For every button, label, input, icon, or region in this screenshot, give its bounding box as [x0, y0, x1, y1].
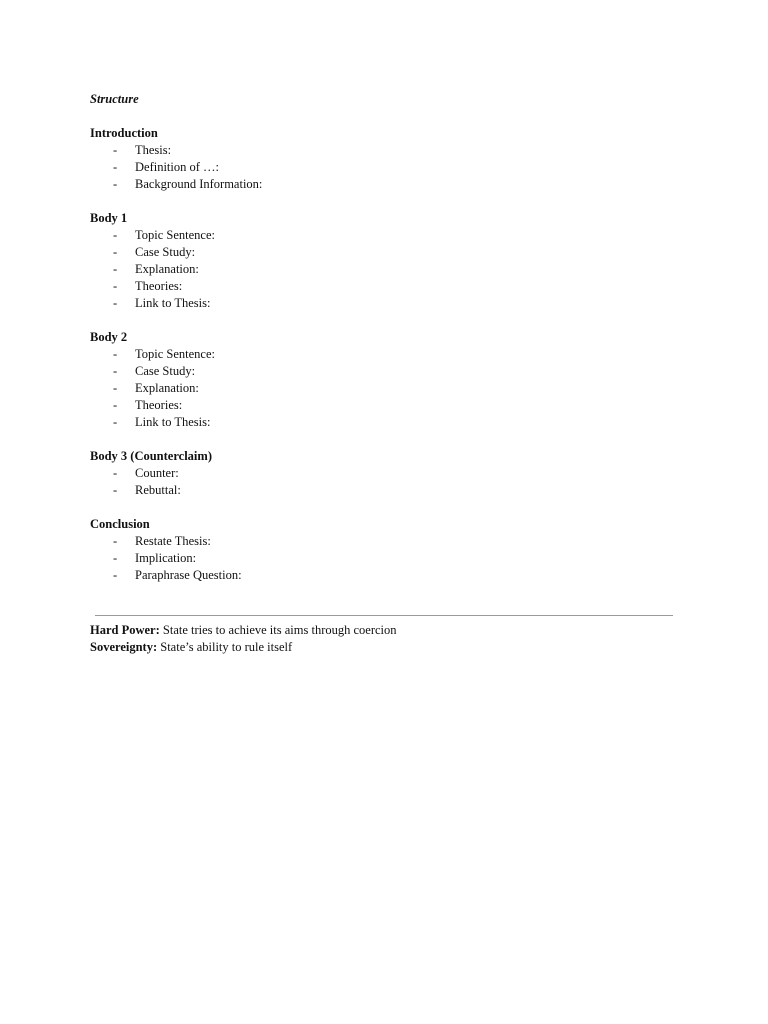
list-item [90, 567, 680, 584]
list-item-label: Restate Thesis: [135, 534, 211, 548]
section-introduction [90, 125, 680, 193]
bullet-dash: - [113, 296, 118, 310]
bullet-dash: - [113, 347, 118, 361]
list-item-label: Definition of …: [135, 160, 220, 174]
list-item [90, 244, 680, 261]
bullet-dash: - [113, 177, 118, 191]
bullet-dash: - [113, 381, 118, 395]
section-heading: Body 3 (Counterclaim) [90, 449, 212, 463]
bullet-dash: - [113, 466, 118, 480]
definition-line [90, 622, 680, 639]
section-body-2 [90, 329, 680, 431]
section-heading: Body 2 [90, 330, 128, 344]
list-item-label: Link to Thesis: [135, 415, 211, 429]
list-item [90, 295, 680, 312]
list-item-label: Link to Thesis: [135, 296, 211, 310]
list-item-label: Paraphrase Question: [135, 568, 242, 582]
bullet-dash: - [113, 398, 118, 412]
list-item [90, 397, 680, 414]
section-body-1 [90, 210, 680, 312]
list-item-label: Case Study: [135, 364, 196, 378]
list-item [90, 363, 680, 380]
definitions-list [90, 622, 680, 656]
bullet-dash: - [113, 568, 118, 582]
bullet-dash: - [113, 483, 118, 497]
list-item-label: Counter: [135, 466, 179, 480]
list-item-label: Topic Sentence: [135, 228, 215, 242]
section-item-list [90, 465, 680, 499]
list-item [90, 465, 680, 482]
list-item [90, 261, 680, 278]
bullet-dash: - [113, 534, 118, 548]
horizontal-divider [95, 615, 673, 616]
list-item-label: Background Information: [135, 177, 263, 191]
list-item [90, 380, 680, 397]
list-item [90, 414, 680, 431]
definition-text: State’s ability to rule itself [157, 640, 293, 654]
list-item-label: Rebuttal: [135, 483, 181, 497]
list-item-label: Thesis: [135, 143, 172, 157]
section-list [90, 125, 680, 584]
section-item-list [90, 142, 680, 193]
section-item-list [90, 227, 680, 312]
bullet-dash: - [113, 551, 118, 565]
list-item-label: Theories: [135, 398, 183, 412]
definition-text: State tries to achieve its aims through coercion [159, 623, 397, 637]
list-item [90, 533, 680, 550]
section-item-list [90, 533, 680, 584]
essay-structure [90, 91, 680, 601]
list-item-label: Explanation: [135, 381, 199, 395]
bullet-dash: - [113, 262, 118, 276]
definition-term: Sovereignty: [90, 640, 158, 654]
bullet-dash: - [113, 143, 118, 157]
list-item [90, 346, 680, 363]
bullet-dash: - [113, 160, 118, 174]
bullet-dash: - [113, 415, 118, 429]
section-body-3-counterclaim [90, 448, 680, 499]
list-item-label: Topic Sentence: [135, 347, 215, 361]
list-item [90, 227, 680, 244]
section-heading: Introduction [90, 126, 158, 140]
list-item [90, 482, 680, 499]
list-item-label: Theories: [135, 279, 183, 293]
list-item [90, 278, 680, 295]
section-heading: Conclusion [90, 517, 150, 531]
list-item-label: Implication: [135, 551, 197, 565]
section-conclusion [90, 516, 680, 584]
list-item [90, 142, 680, 159]
definition-line [90, 639, 680, 656]
bullet-dash: - [113, 279, 118, 293]
definition-term: Hard Power: [90, 623, 160, 637]
list-item [90, 176, 680, 193]
document-title: Structure [90, 92, 139, 106]
list-item [90, 159, 680, 176]
list-item-label: Case Study: [135, 245, 196, 259]
list-item [90, 550, 680, 567]
list-item-label: Explanation: [135, 262, 199, 276]
section-item-list [90, 346, 680, 431]
bullet-dash: - [113, 245, 118, 259]
bullet-dash: - [113, 228, 118, 242]
section-heading: Body 1 [90, 211, 128, 225]
bullet-dash: - [113, 364, 118, 378]
